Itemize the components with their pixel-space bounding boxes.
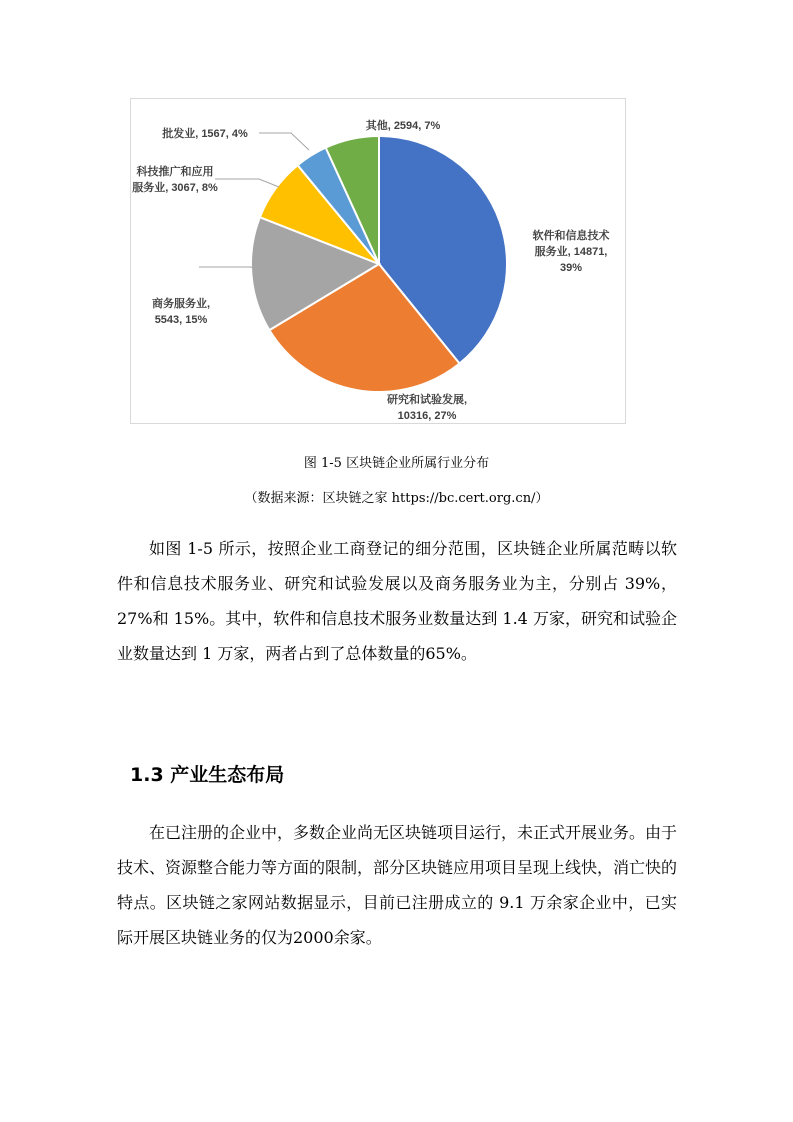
pie-label-software-it: 软件和信息技术服务业, 14871, 39% xyxy=(532,230,610,274)
body-paragraph-2: 在已注册的企业中，多数企业尚无区块链项目运行，未正式开展业务。由于技术、资源整合能力等方面的限制，部分区块链应用项目呈现上线快，消亡快的特点。区块链之家网站数据显示，目前已注册成立的 9.1 万余家企业中，已实际开展区块链业务的仅为2000余家。 xyxy=(117,823,678,947)
pie-chart-frame xyxy=(130,98,626,424)
industry-pie-chart xyxy=(131,99,625,423)
leader-line-wholesale xyxy=(259,133,309,150)
pie-label-tech-promotion: 科技推广和应用服务业, 3067, 8% xyxy=(132,166,218,194)
pie-label-research: 研究和试验发展, 10316, 27% xyxy=(386,394,468,422)
section-heading: 1.3 产业生态布局 xyxy=(130,764,285,786)
figure-source: （数据来源：区块链之家 https://bc.cert.org.cn/） xyxy=(244,491,549,506)
pie-label-other: 其他, 2594, 7% xyxy=(365,120,441,132)
pie-label-business-services: 商务服务业, 5543, 15% xyxy=(151,298,211,326)
pie-label-wholesale: 批发业, 1567, 4% xyxy=(162,128,248,140)
figure-caption: 图 1-5 区块链企业所属行业分布 xyxy=(303,456,490,471)
leader-line-tech-promotion xyxy=(215,179,279,187)
body-paragraph-1: 如图 1-5 所示，按照企业工商登记的细分范围，区块链企业所属范畴以软件和信息技术服务业、研究和试验发展以及商务服务业为主，分别占 39%，27%和 15%。其中，软件和信息技术服务业数量达到 1.4 万家，研究和试验企业数量达到 1 万家，两者占到了总体数量的65%。 xyxy=(117,539,677,663)
